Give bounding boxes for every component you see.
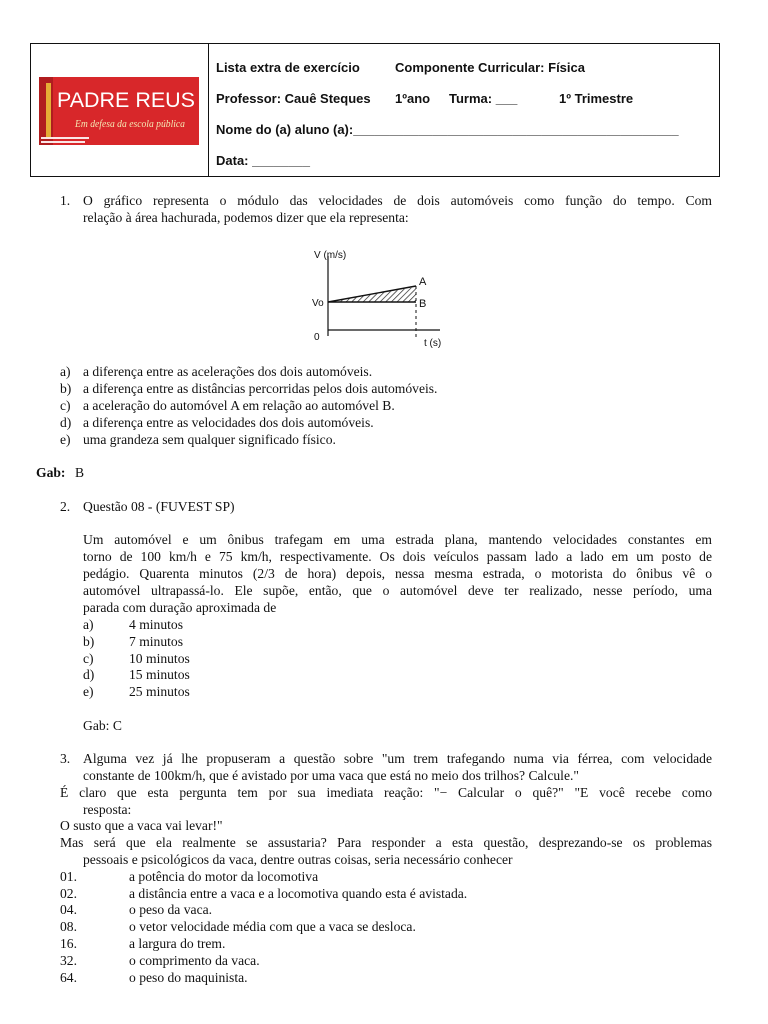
logo-title: PADRE REUS	[57, 89, 195, 112]
q1-option-letter: d)	[60, 415, 72, 430]
q1-option-text: a diferença entre as distâncias percorridas pelos dois automóveis.	[83, 381, 438, 396]
list-title: Lista extra de exercício	[216, 60, 360, 75]
q1-option-text: a diferença entre as acelerações dos dois automóveis.	[83, 364, 373, 379]
q3-line5: O susto que a vaca vai levar!"	[60, 818, 223, 833]
q2-option-letter: a)	[83, 617, 94, 632]
professor: Professor: Cauê Steques	[216, 91, 371, 106]
q3-option-text: a largura do trem.	[129, 936, 226, 951]
q2-option-letter: e)	[83, 684, 94, 699]
q3-line7: pessoais e psicológicos da vaca, dentre outras coisas, seria necessário conhecer	[83, 852, 513, 867]
y-axis-label: V (m/s)	[314, 250, 347, 261]
q3-option-text: o vetor velocidade média com que a vaca se desloca.	[129, 919, 416, 934]
q3-option-text: o comprimento da vaca.	[129, 953, 260, 968]
q1-option-text: a diferença entre as velocidades dos dois automóveis.	[83, 415, 374, 430]
label-b: B	[419, 298, 427, 310]
q2-answer: Gab: C	[83, 718, 122, 733]
q3-option-text: o peso do maquinista.	[129, 970, 248, 985]
q3-line4: resposta:	[83, 802, 132, 817]
q1-answer-label: Gab:	[36, 465, 66, 480]
origin-label: 0	[314, 332, 320, 343]
q3-line6: Mas será que ela realmente se assustaria? Para responder a esta questão, desprezando-se os problemas	[60, 835, 712, 850]
q3-option-text: a distância entre a vaca e a locomotiva quando esta é avistada.	[129, 886, 468, 901]
q2-title: Questão 08 - (FUVEST SP)	[83, 499, 235, 514]
header-info	[209, 44, 719, 176]
q3-option-num: 04.	[60, 902, 77, 917]
q2-line: parada com duração aproximada de	[83, 600, 277, 615]
q3-option-num: 32.	[60, 953, 77, 968]
logo-cell	[31, 44, 209, 176]
q2-number: 2.	[60, 499, 71, 514]
q2-option-text: 15 minutos	[129, 667, 190, 682]
date-field: Data: ________	[216, 153, 310, 168]
q1-option-letter: b)	[60, 381, 72, 396]
label-a: A	[419, 276, 427, 288]
grade: 1ºano	[395, 91, 431, 106]
q2-line: Um automóvel e um ônibus trafegam em uma estrada plana, mantendo velocidades constantes em	[83, 532, 712, 547]
q1-option-text: uma grandeza sem qualquer significado físico.	[83, 432, 336, 447]
q2-option-text: 7 minutos	[129, 634, 184, 649]
subject: Componente Curricular: Física	[395, 60, 585, 75]
q2-option-text: 25 minutos	[129, 684, 190, 699]
school-logo	[39, 77, 199, 185]
term: 1º Trimestre	[559, 91, 634, 106]
q3-option-num: 16.	[60, 936, 77, 951]
q2-line: pedágio. Quarenta minutos (2/3 de hora) depois, nessa mesma estrada, o motorista do ônibus vê o	[83, 566, 712, 581]
q1-option-letter: c)	[60, 398, 71, 413]
q3-line2: constante de 100km/h, que é avistado por uma vaca que está no meio dos trilhos? Calcule."	[83, 768, 579, 783]
q1-number: 1.	[60, 193, 71, 208]
v0-label: Vo	[312, 298, 324, 309]
q2-option-text: 10 minutos	[129, 651, 190, 666]
q1-option-text: a aceleração do automóvel A em relação ao automóvel B.	[83, 398, 395, 413]
q2-option-letter: d)	[83, 667, 95, 682]
q2-line: automóvel ultrapassá-lo. Ele supõe, então, que o automóvel deve ter realizado, nesse período, uma	[83, 583, 712, 598]
q3-option-text: o peso da vaca.	[129, 902, 213, 917]
q1-option-letter: a)	[60, 364, 71, 379]
q1-option-letter: e)	[60, 432, 71, 447]
student-name-field: Nome do (a) aluno (a):_____________________________________________	[216, 122, 679, 137]
q3-option-num: 02.	[60, 886, 77, 901]
q2-option-letter: c)	[83, 651, 94, 666]
logo-slogan: Em defesa da escola pública	[74, 118, 186, 130]
q3-number: 3.	[60, 751, 71, 766]
x-axis-label: t (s)	[424, 338, 442, 349]
q1-answer-value: B	[75, 465, 85, 480]
q3-option-num: 01.	[60, 869, 77, 884]
q1-line2: relação à área hachurada, podemos dizer que ela representa:	[83, 210, 409, 225]
q1-line1: O gráfico representa o módulo das velocidades de dois automóveis como função do tempo. Com	[83, 193, 712, 208]
q2-line: torno de 100 km/h e 75 km/h, respectivamente. Os dois veículos passam lado a lado em um posto de	[83, 549, 712, 564]
velocity-time-graph	[300, 240, 450, 352]
class-field: Turma: ___	[449, 91, 518, 106]
q3-option-num: 64.	[60, 970, 77, 985]
q2-option-letter: b)	[83, 634, 95, 649]
q3-option-text: a potência do motor da locomotiva	[129, 869, 319, 884]
q2-option-text: 4 minutos	[129, 617, 184, 632]
q3-line3: É claro que esta pergunta tem por sua imediata reação: "− Calcular o quê?" "E você recebe como	[60, 785, 712, 800]
q3-option-num: 08.	[60, 919, 77, 934]
header-table	[30, 43, 720, 177]
q3-line1: Alguma vez já lhe propuseram a questão sobre "um trem trafegando numa via férrea, com velocidade	[83, 751, 712, 766]
